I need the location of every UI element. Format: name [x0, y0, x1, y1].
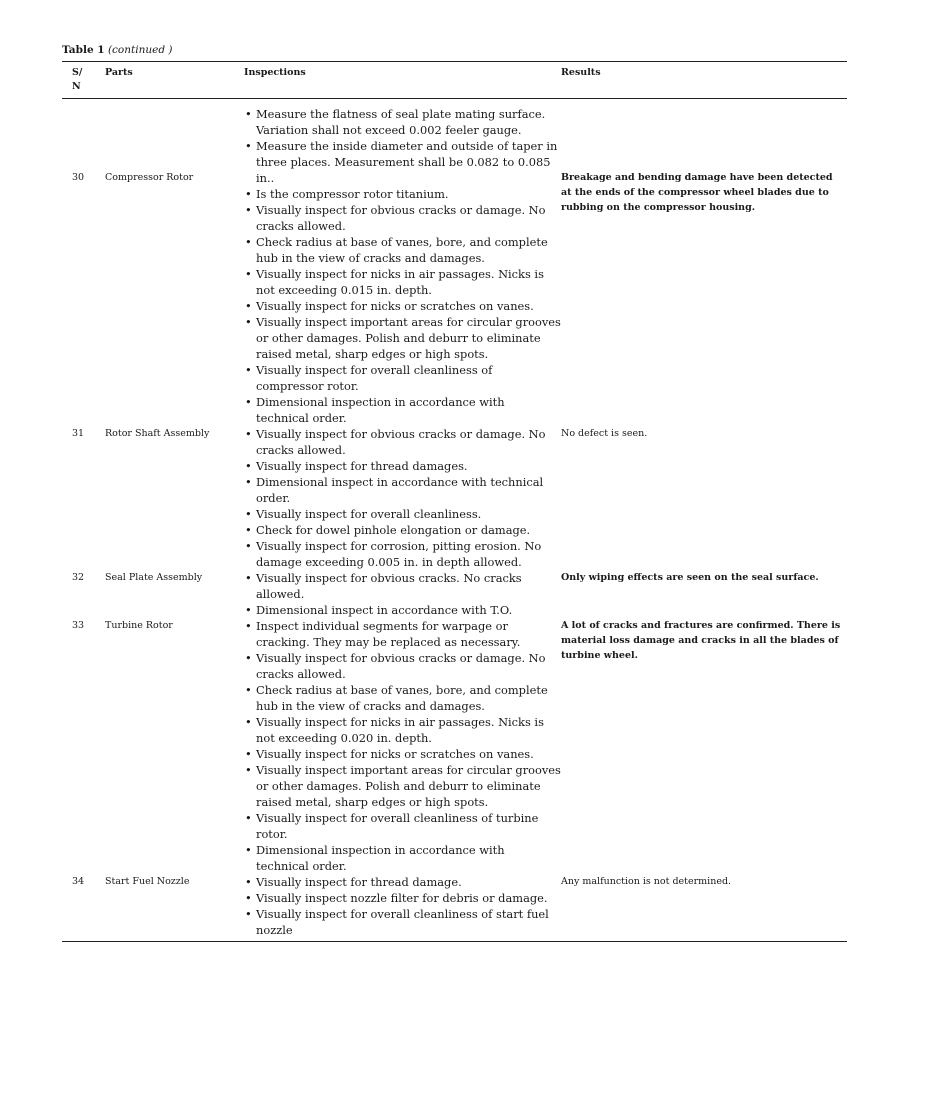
part-name: Seal Plate Assembly — [105, 572, 203, 583]
table-row — [62, 874, 847, 942]
header-parts: Parts — [105, 62, 244, 99]
sn-value: 34 — [72, 876, 85, 887]
inspection-item: • Is the compressor rotor titanium. — [244, 186, 561, 202]
inspection-item: • Visually inspect for nicks or scratches on vanes. — [244, 746, 561, 762]
sn-value: 33 — [72, 620, 85, 631]
result-text: Breakage and bending damage have been detected at the ends of the compressor wheel blades due to rubbing on the compressor housing. — [561, 172, 833, 213]
result-text: No defect is seen. — [561, 428, 648, 439]
inspection-item: • Dimensional inspection in accordance with technical order. — [244, 842, 561, 874]
inspection-item: • Visually inspect for nicks in air passages. Nicks is not exceeding 0.020 in. depth. — [244, 714, 561, 746]
inspection-item: • Visually inspect important areas for circular grooves or other damages. Polish and deburr to eliminate raised metal, sharp edges or high spots. — [244, 314, 561, 362]
cell-result — [561, 874, 847, 942]
inspection-item: • Visually inspect for obvious cracks. No cracks allowed. — [244, 570, 561, 602]
result-text: A lot of cracks and fractures are confirmed. There is material loss damage and cracks in all the blades of turbine wheel. — [561, 620, 841, 661]
cell-sn — [62, 874, 105, 942]
inspection-item: • Check radius at base of vanes, bore, and complete hub in the view of cracks and damages. — [244, 234, 561, 266]
inspection-item: • Visually inspect for overall cleanliness of turbine rotor. — [244, 810, 561, 842]
sn-value: 30 — [72, 172, 85, 183]
result-text: Any malfunction is not determined. — [561, 876, 732, 887]
table-row — [62, 426, 847, 522]
header-results: Results — [561, 62, 847, 99]
inspection-item: • Visually inspect for obvious cracks or damage. No cracks allowed. — [244, 202, 561, 234]
header-row — [62, 62, 847, 99]
header-sn: S/ N — [62, 62, 105, 99]
part-name: Rotor Shaft Assembly — [105, 428, 210, 439]
cell-result — [561, 426, 847, 522]
inspection-item: • Measure the flatness of seal plate mating surface. Variation shall not exceed 0.002 feeler gauge. — [244, 106, 561, 138]
inspection-item: • Dimensional inspect in accordance with T.O. — [244, 602, 561, 618]
inspection-item: • Check radius at base of vanes, bore, and complete hub in the view of cracks and damages. — [244, 682, 561, 714]
inspection-list — [244, 874, 561, 938]
table-caption — [62, 44, 847, 56]
caption-label: Table 1 — [62, 44, 105, 56]
inspection-list — [244, 106, 561, 426]
cell-inspections — [244, 99, 561, 427]
inspection-item: • Dimensional inspect in accordance with technical order. — [244, 474, 561, 506]
cell-inspections — [244, 874, 561, 942]
table-row — [62, 99, 847, 427]
cell-result — [561, 618, 847, 874]
cell-inspections — [244, 522, 561, 618]
inspection-list — [244, 522, 561, 618]
part-name: Turbine Rotor — [105, 620, 173, 631]
cell-sn — [62, 426, 105, 522]
inspection-item: • Visually inspect for nicks in air passages. Nicks is not exceeding 0.015 in. depth. — [244, 266, 561, 298]
cell-sn — [62, 522, 105, 618]
table-row — [62, 618, 847, 874]
inspection-item: • Visually inspect for thread damage. — [244, 874, 561, 890]
cell-sn — [62, 618, 105, 874]
cell-part — [105, 426, 244, 522]
sn-value: 32 — [72, 572, 85, 583]
inspection-list — [244, 426, 561, 522]
inspection-item: • Visually inspect for nicks or scratches on vanes. — [244, 298, 561, 314]
sn-value: 31 — [72, 428, 85, 439]
table-page — [62, 44, 847, 942]
cell-part — [105, 618, 244, 874]
inspection-item: • Visually inspect for corrosion, pitting erosion. No damage exceeding 0.005 in. in depth allowed. — [244, 538, 561, 570]
cell-part — [105, 99, 244, 427]
cell-result — [561, 522, 847, 618]
cell-result — [561, 99, 847, 427]
inspection-item: • Measure the inside diameter and outside of taper in three places. Measurement shall be 0.082 to 0.085 in.. — [244, 138, 561, 186]
inspection-item: • Check for dowel pinhole elongation or damage. — [244, 522, 561, 538]
inspection-list — [244, 618, 561, 874]
cell-sn — [62, 99, 105, 427]
inspection-item: • Dimensional inspection in accordance with technical order. — [244, 394, 561, 426]
inspection-item: • Visually inspect for thread damages. — [244, 458, 561, 474]
table-row — [62, 522, 847, 618]
cell-part — [105, 874, 244, 942]
inspection-item: • Visually inspect for overall cleanliness of compressor rotor. — [244, 362, 561, 394]
cell-part — [105, 522, 244, 618]
inspection-item: • Visually inspect for overall cleanliness. — [244, 506, 561, 522]
inspection-item: • Visually inspect important areas for circular grooves or other damages. Polish and deburr to eliminate raised metal, sharp edges or high spots. — [244, 762, 561, 810]
part-name: Compressor Rotor — [105, 172, 194, 183]
part-name: Start Fuel Nozzle — [105, 876, 190, 887]
inspection-item: • Inspect individual segments for warpage or cracking. They may be replaced as necessary. — [244, 618, 561, 650]
table-body — [62, 99, 847, 942]
result-text: Only wiping effects are seen on the seal surface. — [561, 572, 819, 583]
inspection-item: • Visually inspect nozzle filter for debris or damage. — [244, 890, 561, 906]
inspection-table — [62, 61, 847, 942]
inspection-item: • Visually inspect for obvious cracks or damage. No cracks allowed. — [244, 426, 561, 458]
header-inspections: Inspections — [244, 62, 561, 99]
cell-inspections — [244, 426, 561, 522]
caption-continued: (continued ) — [107, 44, 173, 56]
inspection-item: • Visually inspect for overall cleanliness of start fuel nozzle — [244, 906, 561, 938]
inspection-item: • Visually inspect for obvious cracks or damage. No cracks allowed. — [244, 650, 561, 682]
cell-inspections — [244, 618, 561, 874]
